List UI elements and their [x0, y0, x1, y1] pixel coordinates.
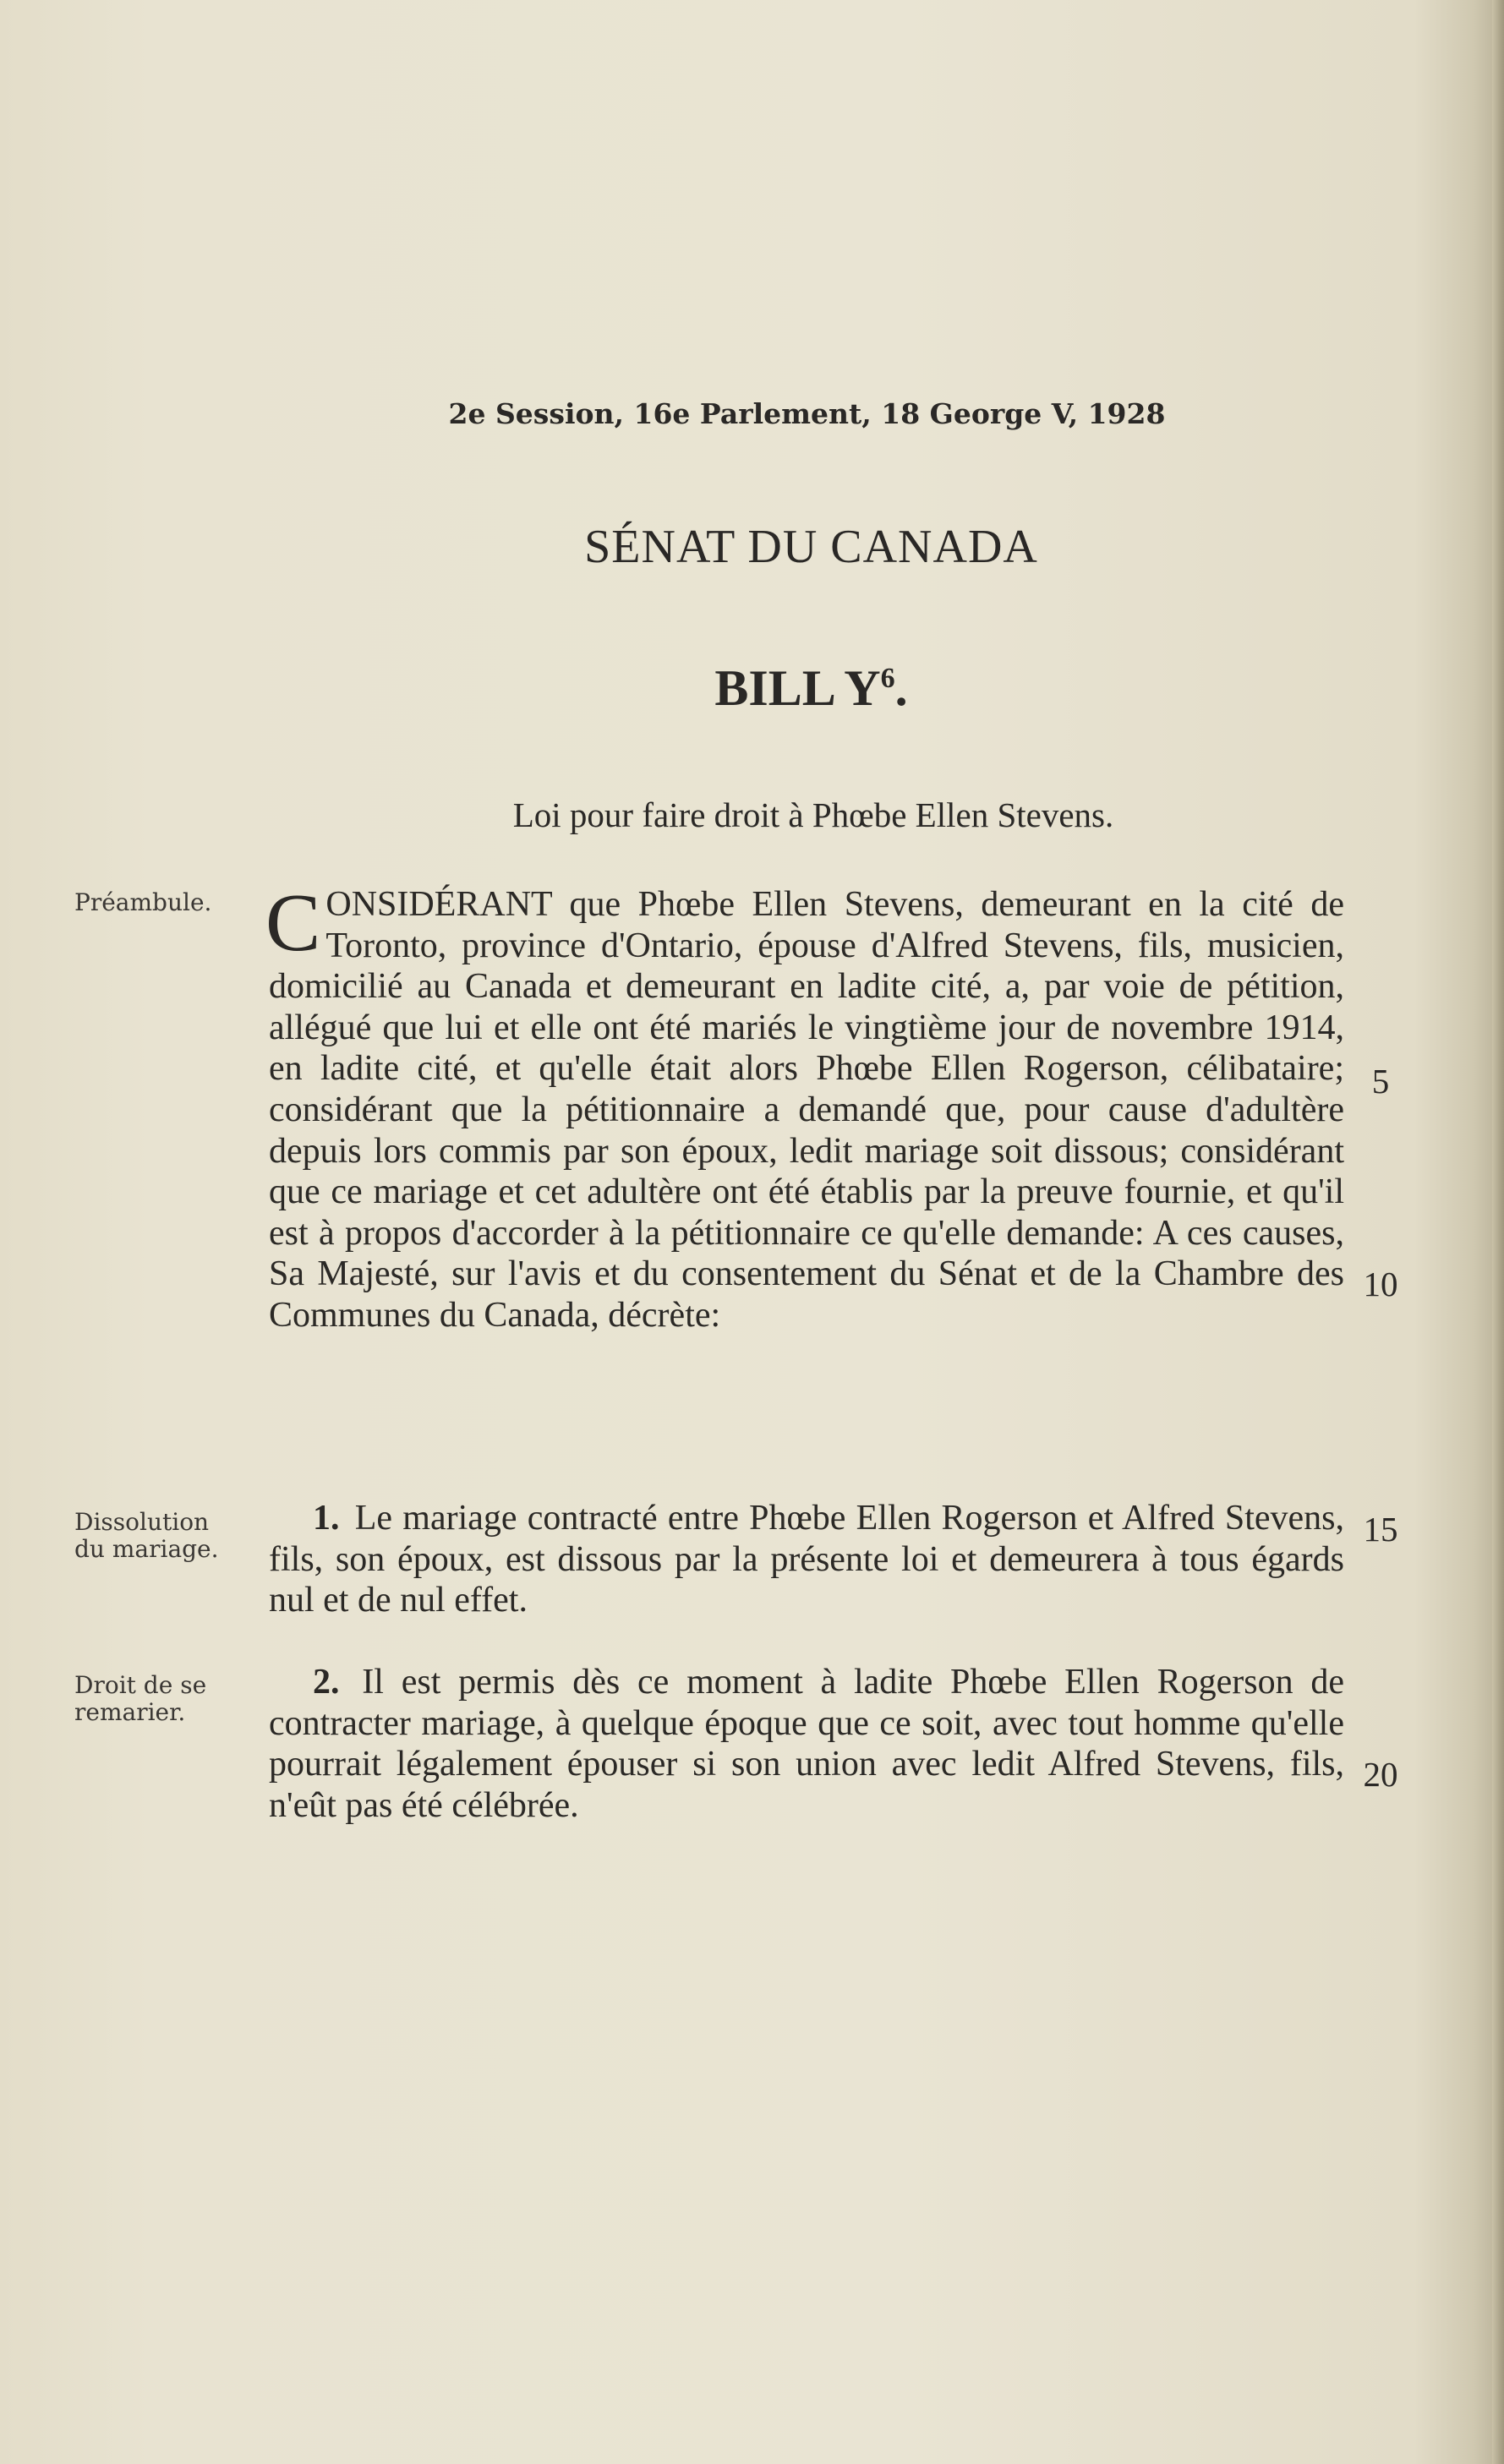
margin-note-dissolution: Dissolution du mariage. [74, 1508, 219, 1563]
line-number-15: 15 [1363, 1510, 1398, 1549]
preamble-text: ONSIDÉRANT que Phœbe Ellen Stevens, demeurant en la cité de Toronto, province d'Ontario, épouse d'Alfred Stevens, fils, musicien, domicilié au Canada et demeurant en ladite cité, a, par voie de pétition, allégué que lui et elle ont été mariés le vingtième jour de novembre 1914, en ladite cité, et qu'elle était alors Phœbe Ellen Rogerson, célibataire; considérant que la pétitionnaire a demandé que, pour cause d'adultère depuis lors commis par son époux, ledit mariage soit dissous; considérant que ce mariage et cet adultère ont été établis par la preuve fournie, et qu'il est à propos d'accorder à la pétitionnaire ce qu'elle demande: A ces causes, Sa Majesté, sur l'avis et du consentement du Sénat et de la Chambre des Communes du Canada, décrète: [269, 885, 1344, 1335]
section-number: 2. [313, 1663, 340, 1702]
dropcap-letter: C [265, 877, 321, 969]
section-1 [269, 1498, 1344, 1621]
session-header: 2e Session, 16e Parlement, 18 George V, 1928 [448, 397, 1166, 430]
section-text: Il est permis dès ce moment à ladite Phœbe Ellen Rogerson de contracter mariage, à quelque époque que ce soit, avec tout homme qu'elle pourrait légalement épouser si son union avec ledit Alfred Stevens, fils, n'eût pas été célébrée. [269, 1663, 1344, 1825]
page-edge-shadow [1492, 0, 1504, 2464]
margin-note-preamble: Préambule. [74, 888, 212, 916]
line-number-5: 5 [1371, 1062, 1390, 1101]
margin-note-remarry: Droit de se remarier. [74, 1671, 207, 1726]
senate-title: SÉNAT DU CANADA [584, 521, 1038, 573]
line-number-20: 20 [1363, 1755, 1398, 1794]
bill-label: BILL Y [714, 660, 881, 716]
preamble-paragraph [265, 877, 1344, 1336]
bill-superscript: 6 [880, 663, 895, 694]
section-2 [269, 1662, 1344, 1826]
section-text: Le mariage contracté entre Phœbe Ellen Rogerson et Alfred Stevens, fils, son époux, est dissous par la présente loi et demeurera à tous égards nul et de nul effet. [269, 1499, 1345, 1620]
bill-suffix: . [894, 660, 908, 716]
bill-title [0, 659, 1504, 718]
section-number: 1. [313, 1499, 340, 1538]
line-number-10: 10 [1363, 1265, 1398, 1303]
bill-long-title: Loi pour faire droit à Phœbe Ellen Stevens. [512, 795, 1114, 834]
